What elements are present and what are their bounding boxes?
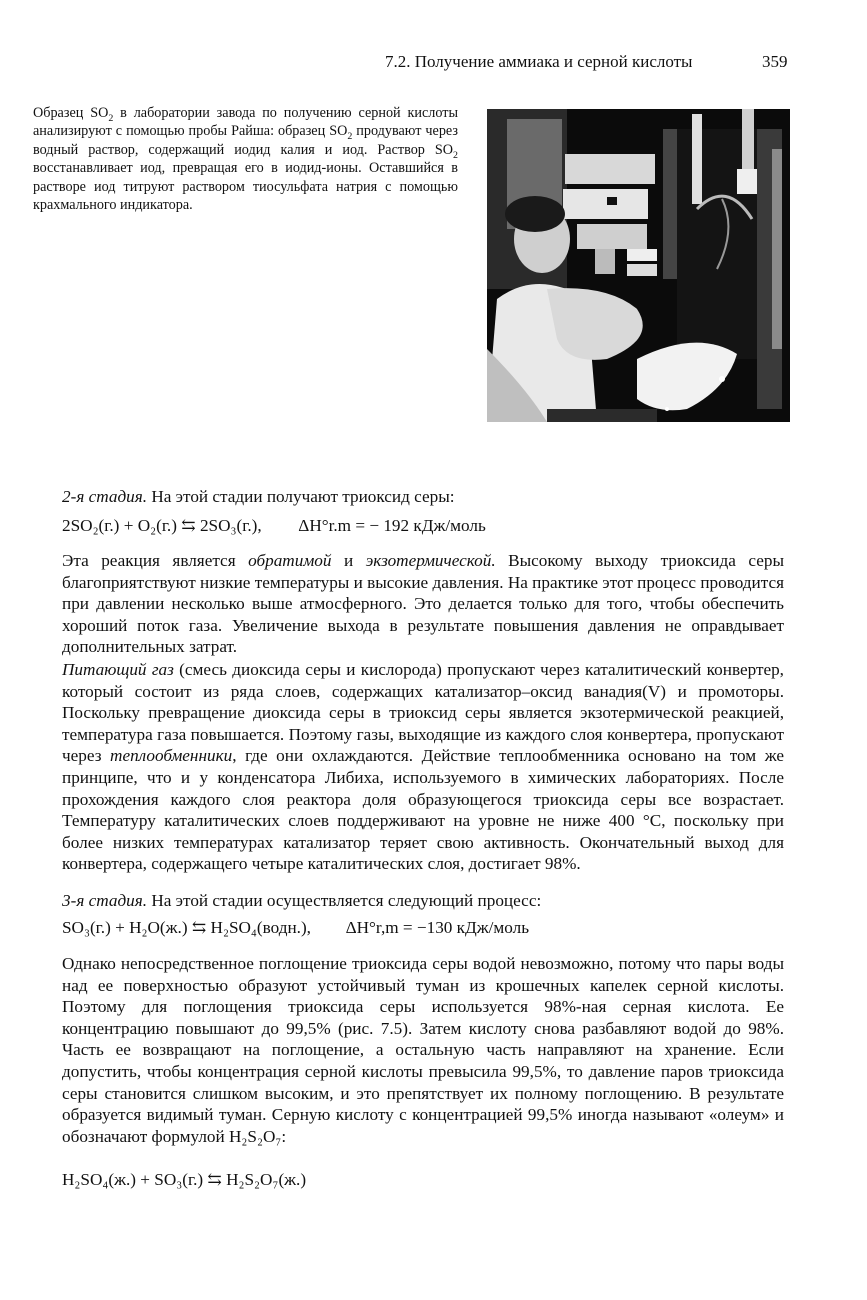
stage2-equation <box>62 516 486 536</box>
lab-photo-image <box>487 109 790 422</box>
photo-caption <box>33 104 458 214</box>
stage3-equation-lhs: SO₃(г.) + H₂O(ж.) ⇆ H₂SO₄(водн.), <box>62 918 311 937</box>
stage2-equation-dh: ΔH°r.m = − 192 кДж/моль <box>298 516 486 535</box>
caption-so2-1: SO <box>90 105 109 121</box>
para1-text-a: Эта реакция является <box>62 551 249 570</box>
stage3-equation-dh: ΔH°r,m = −130 кДж/моль <box>345 918 530 937</box>
caption-text-3: продувают через водный раствор, содержащий иодид калия и иод. Раствор <box>33 123 458 158</box>
para2-heat-exchangers: теплообменники <box>110 746 233 766</box>
stage3-label: 3-я стадия. <box>62 891 148 910</box>
para1-text-b: и <box>331 551 366 570</box>
paragraph-2 <box>62 659 784 875</box>
stage3-text: На этой стадии осуществляется следующий процесс: <box>147 891 542 910</box>
stage2-text: На этой стадии получают триоксид серы: <box>147 487 455 506</box>
lab-photo <box>487 109 790 422</box>
paragraph-1 <box>62 550 784 658</box>
caption-text-4: восстанавливает иод, превращая его в иодид-ионы. Оставшийся в растворе иод титруют раствором тиосульфата натрия с помощью крахмального индикатора. <box>33 160 458 214</box>
stage2-heading <box>62 486 784 508</box>
paragraph-3: Однако непосредственное поглощение триоксида серы водой невозможно, потому что пары воды над ее поверхностью образуют устойчивый туман из крошечных капелек серной кислоты. Поэтому для поглощения триоксида серы используется 98%-ная серная кислота. Ее концентрацию повышают до 99,5% (рис. 7.5). Затем кислоту снова разбавляют водой до 98%. Часть ее возвращают на поглощение, а остальную часть направляют на хранение. Если допустить, чтобы концентрация серной кислоты превысила 99,5%, то давление паров триоксида серы становится слишком высоким, и это препятствует их полному поглощению. В результате образуется видимый туман. Серную кислоту с концентрацией 99,5% иногда называют «олеум» и обозначают формулой H₂S₂O₇: <box>62 954 784 1146</box>
para2-text-b: , где они охлаждаются. Действие теплообменника основано на том же принципе, что и у конденсатора Либиха, используемого в химических лабораториях. После прохождения каждого слоя реактора доля образующегося триоксида серы все возрастает. Температуру каталитических слоев поддерживают на уровне не ниже 400 °C, поскольку при более низких температурах катализатор теряет свою активность. Окончательный выход для конвертера, содержащего четыре каталитических слоя, достигает 98%. <box>62 746 784 874</box>
caption-sub-1: 2 <box>108 112 114 124</box>
final-equation: H₂SO₄(ж.) + SO₃(г.) ⇆ H₂S₂O₇(ж.) <box>62 1170 307 1189</box>
stage2-equation-lhs: 2SO₂(г.) + O₂(г.) ⇆ 2SO₃(г.), <box>62 516 262 535</box>
stage3-heading <box>62 890 784 912</box>
caption-sub-3: 2 <box>453 149 458 161</box>
caption-text-1: Образец <box>33 105 91 121</box>
para2-feed-gas: Питающий газ <box>62 660 174 679</box>
stage2-label: 2-я стадия. <box>62 487 148 506</box>
caption-text-2: в лаборатории завода по получению серной кислоты анализируют с помощью пробы Райша: образец <box>33 105 458 140</box>
caption-so2-2: SO <box>329 123 348 140</box>
page-number: 359 <box>762 52 788 71</box>
caption-sub-2: 2 <box>347 131 353 143</box>
stage3-equation <box>62 918 529 938</box>
para1-text-c: Высокому выходу триоксида серы благоприятствуют низкие температуры и высокие давления. На практике этот процесс проводится при давлении несколько выше атмосферного. Это делается только для того, чтобы обеспечить хороший поток газа. Увеличение выхода в результате повышения давления не оправдывает дополнительных затрат. <box>62 551 784 657</box>
running-header-title: 7.2. Получение аммиака и серной кислоты <box>385 52 693 71</box>
caption-so2-3: SO <box>434 141 454 158</box>
para2-text-a: (смесь диоксида серы и кислорода) пропускают через каталитический конвертер, который состоит из ряда слоев, содержащих катализатор–оксид ванадия(V) и промоторы. Поскольку превращение диоксида серы в триоксид серы является экзотермической реакцией, температура газа повышается. Поэтому газы, выходящие из каждого слоя конвертера, пропускают через <box>62 660 784 766</box>
para1-reversible: обратимой <box>248 551 332 570</box>
para1-exothermic: экзотермической. <box>365 551 496 570</box>
